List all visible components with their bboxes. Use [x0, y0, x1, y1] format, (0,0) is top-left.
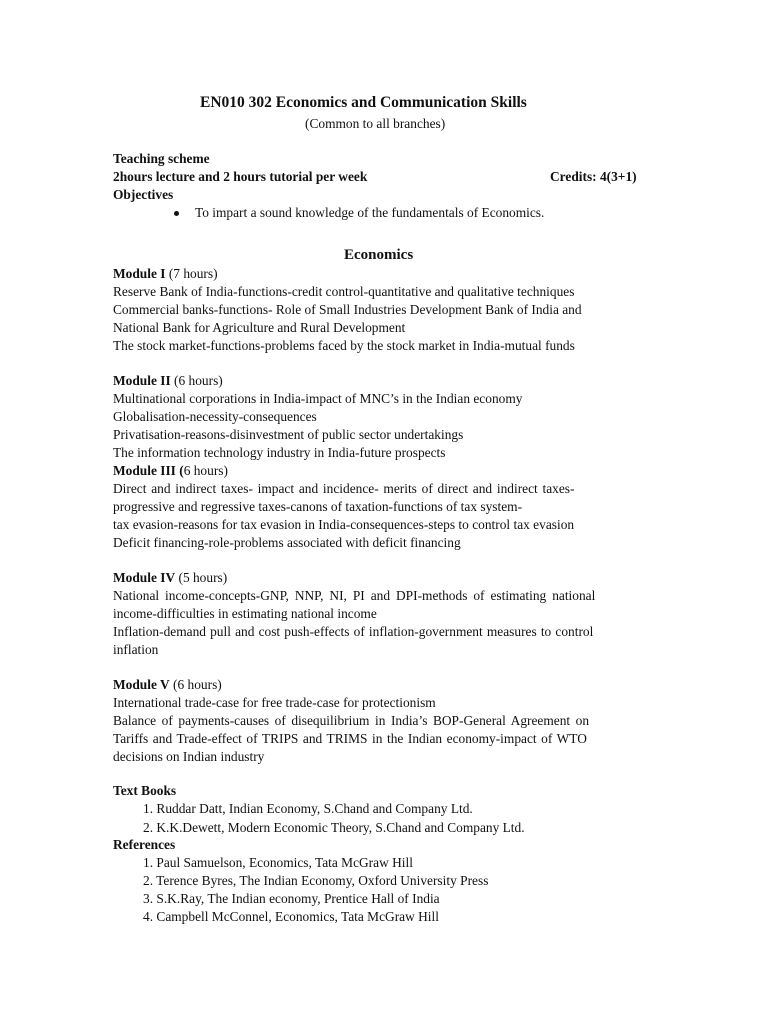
module-line: Reserve Bank of India-functions-credit control-quantitative and qualitative techniques — [113, 284, 575, 299]
objective-item: To impart a sound knowledge of the fundamentals of Economics. — [195, 205, 545, 220]
module-heading — [113, 373, 223, 389]
module-hours: (5 hours) — [178, 570, 228, 585]
module-line: The information technology industry in India-future prospects — [113, 445, 446, 460]
bullet-icon — [174, 211, 179, 216]
module-label: Module V — [113, 677, 170, 692]
module-line: Inflation-demand pull and cost push-effects of inflation-government measures to control — [113, 624, 594, 639]
reference-item: 3. S.K.Ray, The Indian economy, Prentice Hall of India — [143, 891, 440, 906]
module-line: tax evasion-reasons for tax evasion in India-consequences-steps to control tax evasion — [113, 517, 575, 532]
reference-item: 1. Paul Samuelson, Economics, Tata McGraw Hill — [143, 855, 413, 870]
module-label: Module II — [113, 373, 171, 388]
document-title: EN010 302 Economics and Communication Skills — [200, 94, 527, 111]
module-label: Module III ( — [113, 463, 184, 478]
module-line: Privatisation-reasons-disinvestment of public sector undertakings — [113, 427, 464, 442]
text-book-item: 1. Ruddar Datt, Indian Economy, S.Chand and Company Ltd. — [143, 801, 473, 816]
module-hours: 6 hours) — [183, 463, 228, 478]
module-line: Commercial banks-functions- Role of Small Industries Development Bank of India and — [113, 302, 582, 317]
module-line: International trade-case for free trade-case for protectionism — [113, 695, 436, 710]
module-line: The stock market-functions-problems faced by the stock market in India-mutual funds — [113, 338, 575, 353]
module-line: Globalisation-necessity-consequences — [113, 409, 317, 424]
module-heading — [113, 266, 218, 282]
module-line: Balance of payments-causes of disequilibrium in India’s BOP-General Agreement on — [113, 713, 590, 728]
module-line: decisions on Indian industry — [113, 749, 265, 764]
reference-item: 4. Campbell McConnel, Economics, Tata McGraw Hill — [143, 909, 439, 924]
module-line: Tariffs and Trade-effect of TRIPS and TRIMS in the Indian economy-impact of WTO — [113, 731, 587, 746]
module-hours: (7 hours) — [168, 266, 218, 281]
module-label: Module IV — [113, 570, 176, 585]
module-heading — [113, 463, 228, 479]
module-line: National income-concepts-GNP, NNP, NI, PI and DPI-methods of estimating national — [113, 588, 596, 603]
module-label: Module I — [113, 266, 166, 281]
teaching-scheme-label: Teaching scheme — [113, 151, 210, 166]
credits: Credits: 4(3+1) — [550, 169, 637, 184]
module-line: National Bank for Agriculture and Rural Development — [113, 320, 406, 335]
document-subtitle: (Common to all branches) — [305, 116, 446, 131]
hours-line: 2hours lecture and 2 hours tutorial per week — [113, 169, 368, 184]
references-label: References — [113, 837, 176, 852]
module-line: income-difficulties in estimating national income — [113, 606, 377, 621]
module-line: Multinational corporations in India-impact of MNC’s in the Indian economy — [113, 391, 523, 406]
module-heading — [113, 677, 222, 693]
text-books-label: Text Books — [113, 783, 177, 798]
section-title: Economics — [344, 247, 414, 263]
module-line: Deficit financing-role-problems associated with deficit financing — [113, 535, 461, 550]
module-line: Direct and indirect taxes- impact and incidence- merits of direct and indirect taxes- — [113, 481, 575, 496]
module-line: progressive and regressive taxes-canons of taxation-functions of tax system- — [113, 499, 523, 514]
objectives-label: Objectives — [113, 187, 174, 202]
text-book-item: 2. K.K.Dewett, Modern Economic Theory, S.Chand and Company Ltd. — [143, 820, 525, 835]
module-hours: (6 hours) — [173, 677, 222, 692]
reference-item: 2. Terence Byres, The Indian Economy, Oxford University Press — [143, 873, 489, 888]
module-heading — [113, 570, 227, 586]
module-line: inflation — [113, 642, 159, 657]
module-hours: (6 hours) — [174, 373, 223, 388]
